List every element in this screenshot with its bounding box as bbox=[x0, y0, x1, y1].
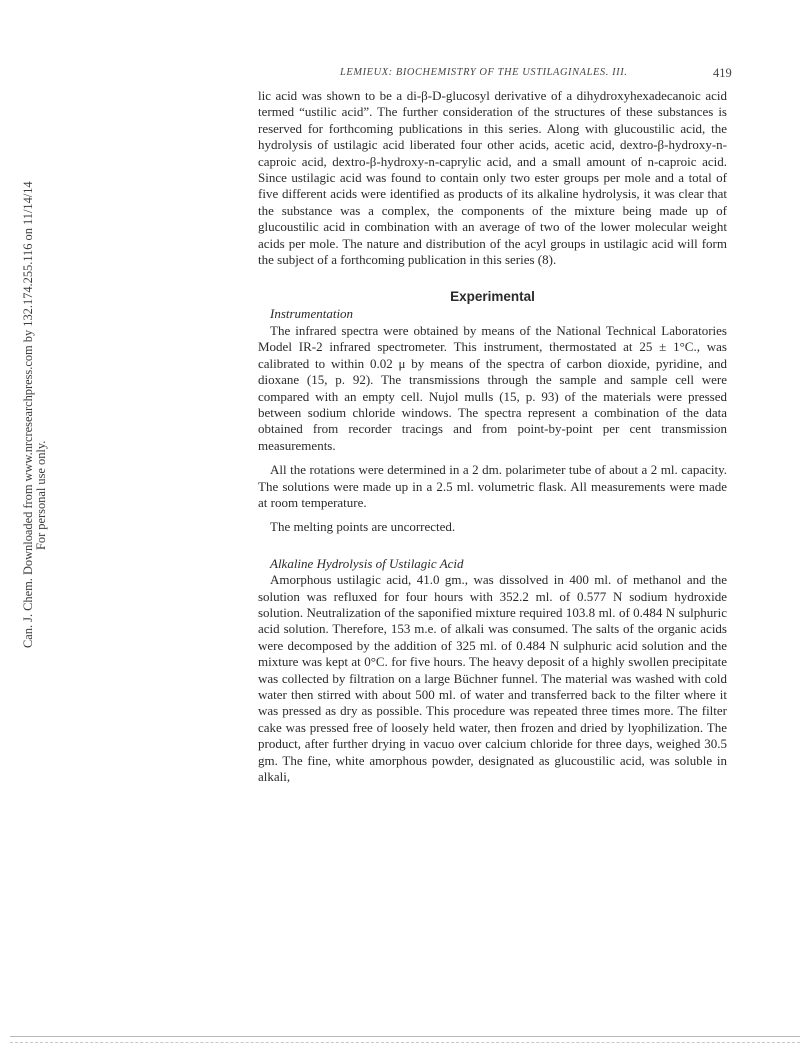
download-notice bbox=[22, 181, 48, 648]
subheading-instrumentation: Instrumentation bbox=[270, 306, 354, 322]
melting-points-paragraph: The melting points are uncorrected. bbox=[270, 519, 456, 535]
download-notice-line1: Can. J. Chem. Downloaded from www.nrcresearchpress.com by 132.174.255.116 on 11/14/14 bbox=[21, 181, 35, 648]
body-text bbox=[258, 88, 727, 785]
intro-paragraph: lic acid was shown to be a di-β-D-glucosyl derivative of a dihydroxyhexadecanoic acid termed “ustilic acid”. The further consideration of the structures of these substances is reserved for forthcoming publications in this series. Along with glucoustilic acid, the hydrolysis of ustilagic acid liberated four other acids, acetic acid, dextro-β-hydroxy-n-caproic acid, dextro-β-hydroxy-n-caprylic acid, and a small amount of n-caproic acid. Since ustilagic acid was found to contain only two ester groups per mole and a total of five different acids were identified as products of its alkaline hydrolysis, it was clear that the substance was a complex, the components of the mixture being made up of glucoustilic acid in combination with an average of two of the lower molecular weight acids per mole. The nature and distribution of the acyl groups in ustilagic acid will form the subject of a forthcoming publication in this series (8). bbox=[258, 88, 727, 268]
section-heading-experimental: Experimental bbox=[450, 289, 535, 305]
hydrolysis-paragraph: Amorphous ustilagic acid, 41.0 gm., was dissolved in 400 ml. of methanol and the solution was refluxed for four hours with 352.2 ml. of 0.577 N sodium hydroxide solution. Neutralization of the saponified mixture required 103.8 ml. of 0.484 N sulphuric acid solution. Therefore, 153 m.e. of alkali was consumed. The salts of the organic acids were decomposed by the addition of 325 ml. of 0.484 N sulphuric acid solution and the mixture was kept at 0°C. for five hours. The heavy deposit of a highly swollen precipitate was collected by filtration on a large Büchner funnel. The material was washed with cold water then stirred with about 500 ml. of water and transferred back to the filter where it was pressed as dry as possible. This procedure was repeated three times more. The filter cake was pressed free of loosely held water, then frozen and dried by lyophilization. The product, after further drying in vacuo over calcium chloride for three days, weighed 30.5 gm. The fine, white amorphous powder, designated as glucoustilic acid, was soluble in alkali, bbox=[258, 572, 727, 785]
download-notice-line2: For personal use only. bbox=[34, 440, 48, 550]
footer-rule-dashed bbox=[10, 1042, 800, 1043]
running-head: LEMIEUX: BIOCHEMISTRY OF THE USTILAGINALES. III. bbox=[340, 67, 628, 78]
download-watermark bbox=[0, 181, 48, 648]
rotations-paragraph: All the rotations were determined in a 2 dm. polarimeter tube of about a 2 ml. capacity. The solutions were made up in a 2.5 ml. volumetric flask. All measurements were made at room temperature. bbox=[258, 462, 727, 510]
subheading-alkaline-hydrolysis: Alkaline Hydrolysis of Ustilagic Acid bbox=[270, 555, 464, 571]
instrumentation-paragraph: The infrared spectra were obtained by means of the National Technical Laboratories Model IR-2 infrared spectrometer. This instrument, thermostated at 25 ± 1°C., was calibrated to within 0.02 μ by means of the spectra of carbon dioxide, pyridine, and dioxane (15, p. 92). The transmissions through the sample and sample cell were compared with an empty cell. Nujol mulls (15, p. 93) of the materials were pressed between sodium chloride windows. The spectra represent a combination of the data obtained from recorder tracings and from point-by-point per cent transmission measurements. bbox=[258, 322, 727, 453]
footer-rule bbox=[10, 1036, 800, 1037]
page-number: 419 bbox=[713, 66, 732, 80]
